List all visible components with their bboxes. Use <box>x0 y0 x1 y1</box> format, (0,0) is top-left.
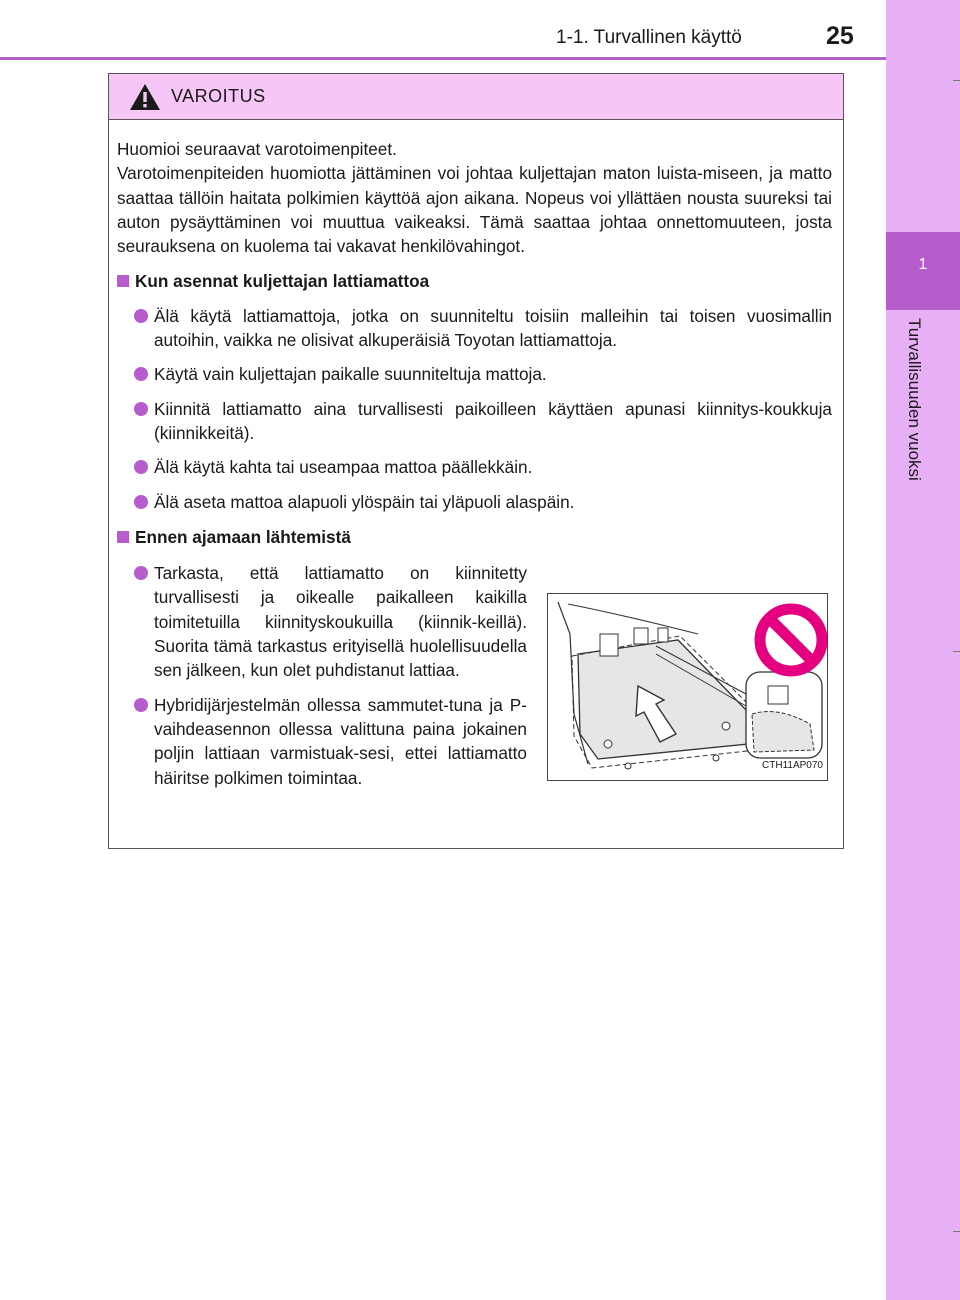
section-heading <box>117 525 832 549</box>
header-rule <box>0 57 886 60</box>
bullet-dot-icon <box>134 309 148 323</box>
list-item-text: Kiinnitä lattiamatto aina turvallisesti paikoilleen käyttäen apunasi kiinnitys-koukkuja (kiinnikkeitä). <box>154 398 832 443</box>
side-tick <box>953 651 960 652</box>
chapter-number: 1 <box>918 256 928 273</box>
bullet-dot-icon <box>134 367 148 381</box>
bullet-dot-icon <box>134 495 148 509</box>
list-item <box>117 693 527 790</box>
list-item <box>117 490 832 514</box>
intro-paragraph: Varotoimenpiteiden huomiotta jättäminen voi johtaa kuljettajan maton luista-miseen, ja matto saattaa tällöin haitata polkimien käyttöä ajon aikana. Nopeus voi yllättäen nousta suureksi tai auton pysäyttäminen voi muuttua vaikeaksi. Tämä saattaa johtaa onnettomuuteen, josta seurauksena on kuolema tai vakavat henkilövahingot. <box>117 163 832 257</box>
warning-label: VAROITUS <box>171 86 266 106</box>
warning-box <box>108 73 844 849</box>
list-item-text: Käytä vain kuljettajan paikalle suunniteltuja mattoja. <box>154 364 547 385</box>
bullet-dot-icon <box>134 698 148 712</box>
list-item <box>117 561 527 682</box>
list-item-text: Tarkasta, että lattiamatto on kiinnitetty turvallisesti ja oikealle paikalleen kaikilla toimitetuilla kiinnityskoukuilla (kiinnik-keillä). Suorita tämä tarkastus erityisellä huolellisuudella sen jälkeen, kun olet puhdistanut lattiaa. <box>154 563 527 681</box>
list-item <box>117 455 832 479</box>
section-heading <box>117 269 832 293</box>
warning-body <box>117 137 832 790</box>
bullet-dot-icon <box>134 460 148 474</box>
list-item-text: Älä aseta mattoa alapuoli ylöspäin tai yläpuoli alaspäin. <box>154 491 575 512</box>
section-heading-text: Ennen ajamaan lähtemistä <box>135 526 351 547</box>
square-bullet-icon <box>117 531 129 543</box>
floor-mat-figure <box>547 593 828 781</box>
section-content <box>117 561 832 790</box>
list-item-text: Älä käytä lattiamattoja, jotka on suunniteltu toisiin malleihin tai toisen vuosimallin autoihin, vaikka ne olisivat alkuperäisiä Toyotan lattiamattoja. <box>154 305 832 351</box>
list-item <box>117 304 832 353</box>
list-item <box>117 362 832 386</box>
list-item-text: Älä käytä kahta tai useampaa mattoa päällekkäin. <box>154 457 533 478</box>
bullet-dot-icon <box>134 402 148 416</box>
prohibited-sign-icon <box>760 609 822 671</box>
section-text-column <box>117 561 527 790</box>
chapter-title: Turvallisuuden vuoksi <box>905 318 924 481</box>
page-number: 25 <box>826 22 854 50</box>
section-heading-text: Kun asennat kuljettajan lattiamattoa <box>135 271 430 292</box>
warning-intro <box>117 137 832 258</box>
side-tick <box>953 1231 960 1232</box>
section-title: 1-1. Turvallinen käyttö <box>556 27 742 48</box>
chapter-side-tab <box>886 0 960 1300</box>
bullet-dot-icon <box>134 566 148 580</box>
square-bullet-icon <box>117 275 129 287</box>
warning-triangle-icon <box>129 83 161 111</box>
intro-line: Huomioi seuraavat varotoimenpiteet. <box>117 139 397 159</box>
side-tick <box>953 80 960 81</box>
warning-header <box>109 74 843 120</box>
figure-code: CTH11AP070 <box>762 759 823 771</box>
list-item <box>117 397 832 446</box>
list-item-text: Hybridijärjestelmän ollessa sammutet-tuna ja P-vaihdeasennon ollessa valittuna paina jokainen poljin lattiaan varmistuak-sesi, ettei lattiamatto häiritse polkimen toimintaa. <box>154 694 527 788</box>
